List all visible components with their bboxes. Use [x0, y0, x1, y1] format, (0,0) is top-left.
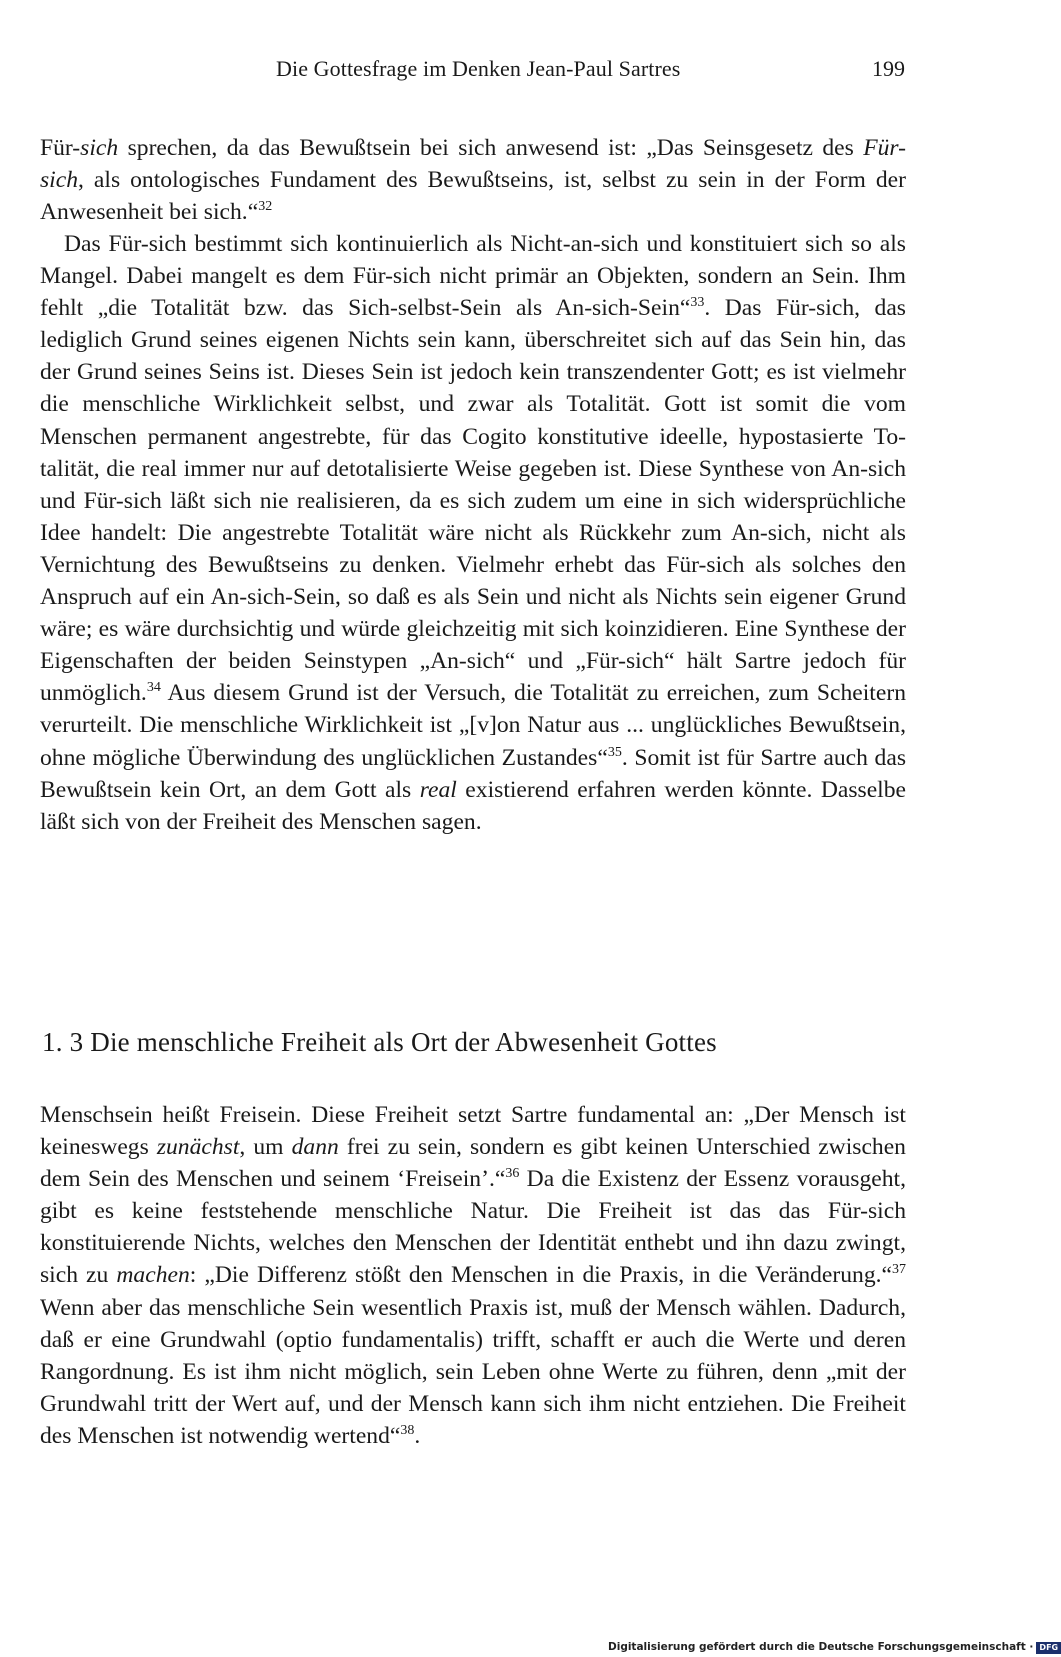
- footnote-marker-33: 33: [690, 295, 705, 311]
- text-run: . Somit ist für Sartre auch das Bewußtsein kein Ort, an dem Gott als: [40, 744, 906, 803]
- footnote-marker-38: 38: [400, 1422, 415, 1438]
- italic-run: zunächst: [156, 1134, 240, 1161]
- page-number: 199: [872, 56, 905, 81]
- text-run: sprechen, da das Bewußtsein bei sich anwesend ist: „Das Seinsgesetz des: [118, 135, 864, 161]
- text-run: Da die Existenz der Essenz vorausgeht, gibt es keine feststehende menschliche Natur. Die Freiheit ist das das Für-sich konstituierende Nichts, welches den Menschen der Identität enthebt und ihn dazu zwingt, sich zu: [40, 1166, 906, 1289]
- text-run: Für-: [40, 135, 81, 161]
- italic-run: real: [419, 776, 457, 803]
- text-run: Menschsein heißt Freisein. Diese Freiheit setzt Sartre fundamental an: „Der Mensch ist keineswegs: [40, 1102, 906, 1161]
- digitization-credit: [608, 1641, 1061, 1654]
- italic-run: Für-sich: [40, 135, 906, 194]
- text-run: Aus diesem Grund ist der Versuch, die Totalität zu erreichen, zum Scheitern verurteilt. Die menschliche Wirklichkeit ist „[v]on Natur aus ... unglückliches Bewußtsein, ohne mögliche Überwindung des unglücklichen Zustandes“: [40, 680, 906, 771]
- section-heading: 1. 3 Die menschliche Freiheit als Ort der Abwesenheit Gottes: [42, 1027, 717, 1057]
- text-run: existierend erfahren werden könnte. Dasselbe läßt sich von der Freiheit des Menschen sagen.: [40, 776, 906, 835]
- text-run: frei zu sein, sondern es gibt keinen Unterschied zwischen dem Sein des Menschen und seinem ‘Freisein’.“: [40, 1134, 906, 1193]
- italic-run: dann: [291, 1134, 339, 1161]
- text-run: , um: [239, 1134, 292, 1161]
- page-header: [0, 52, 1000, 92]
- paragraph-1: [40, 132, 906, 228]
- footnote-marker-32: 32: [258, 199, 273, 215]
- text-run: .: [414, 1422, 421, 1449]
- paragraph-2: [40, 228, 906, 838]
- text-run: . Das Für-sich, das lediglich Grund seines eigenen Nichts sein kann, überschreitet sich auf das Sein hin, das der Grund seines Seins ist. Dieses Sein ist jedoch kein transzendenter Gott; es ist vielmehr die menschliche Wirklichkeit selbst, und zwar als Totalität. Gott ist somit die vom Menschen permanent angestrebte, für das Cogito konstitutive ideelle, hypostasierte Totalität, die real immer nur auf detotalisierte Weise gegeben ist. Diese Synthese von An-sich und Für-sich läßt sich nie realisieren, da es sich zudem um eine in sich widersprüchliche Idee handelt: Die angestrebte Totalität wäre nicht als Rückkehr zum An-sich, nicht als Vernichtung des Bewußtseins zu denken. Vielmehr erhebt das Für-sich als solches den Anspruch auf ein An-sich-Sein, so daß es als Sein und nicht als Nichts sein eigener Grund wäre; es wäre durchsichtig und würde gleichzeitig mit sich koinzidieren. Eine Synthese der Eigenschaften der beiden Seinstypen „An-sich“ und „Für-sich“ hält Sartre jedoch für unmöglich.: [40, 295, 906, 707]
- credit-text: Digitalisierung gefördert durch die Deutsche Forschungsgemeinschaft ·: [608, 1641, 1034, 1653]
- text-run: , als ontologisches Fundament des Bewußtseins, ist, selbst zu sein in der Form der Anwesenheit bei sich.“: [40, 167, 906, 226]
- text-run: : „Die Differenz stößt den Menschen in die Praxis, in die Veränderung.“: [189, 1262, 893, 1289]
- paragraph-3: [40, 1099, 906, 1452]
- footnote-marker-37: 37: [892, 1262, 907, 1278]
- footnote-marker-36: 36: [505, 1166, 520, 1182]
- italic-run: machen: [116, 1262, 190, 1289]
- running-title: Die Gottesfrage im Denken Jean-Paul Sartres: [276, 56, 681, 81]
- text-run: Wenn aber das menschliche Sein wesentlich Praxis ist, muß der Mensch wählen. Dadurch, daß er eine Grundwahl (optio fundamentalis) trifft, schafft er auch die Werte und deren Rangordnung. Es ist ihm nicht möglich, sein Leben ohne Werte zu führen, denn „mit der Grundwahl tritt der Wert auf, und der Mensch kann sich ihm nicht entziehen. Die Freiheit des Menschen ist notwendig wertend“: [40, 1294, 906, 1449]
- italic-run: sich: [80, 135, 119, 161]
- footnote-marker-34: 34: [146, 680, 161, 696]
- dfg-logo: DFG: [1036, 1642, 1061, 1654]
- footnote-marker-35: 35: [607, 744, 622, 760]
- text-run: Das Für-sich bestimmt sich kontinuierlich als Nicht-an-sich und konstituiert sich so als Mangel. Dabei mangelt es dem Für-sich nicht primär an Objekten, sondern an Sein. Ihm fehlt „die Totalität bzw. das Sich-selbst-Sein als An-sich-Sein“: [40, 231, 906, 322]
